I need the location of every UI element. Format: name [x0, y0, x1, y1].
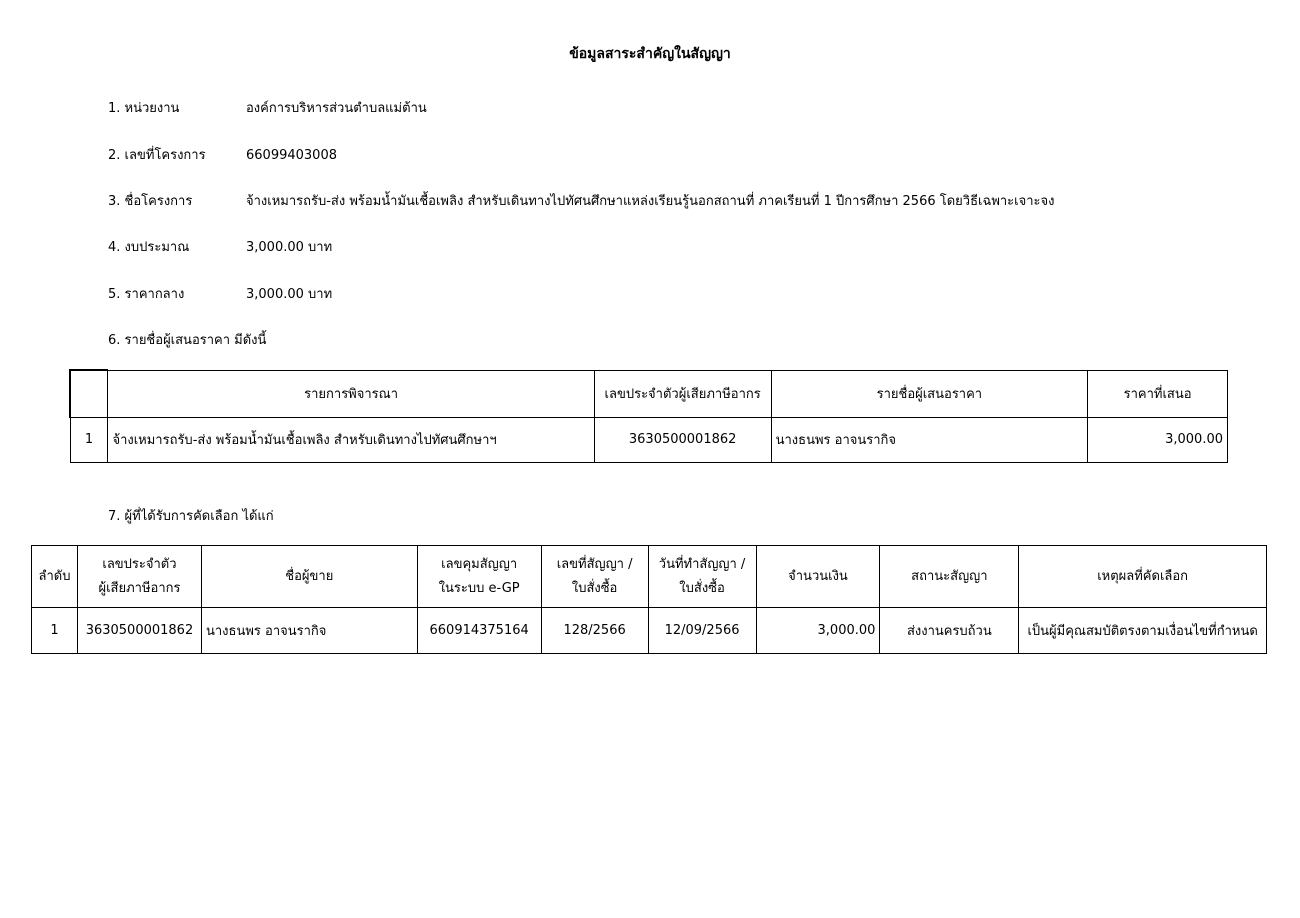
info-budget-value: 3,000.00 บาท [246, 240, 333, 255]
bidders-cell-bidder: นางธนพร อาจนรากิจ [771, 417, 1088, 462]
info-agency [108, 97, 427, 118]
table-row [70, 417, 1228, 462]
bidders-cell-taxid: 3630500001862 [594, 417, 771, 462]
selected-header-contract-no-line1: เลขที่สัญญา / [556, 556, 633, 572]
selected-header-control-line2: ในระบบ e-GP [438, 580, 520, 596]
selected-header-taxid [77, 546, 201, 608]
selected-cell-control: 660914375164 [417, 608, 541, 654]
bidders-header-taxid: เลขประจำตัวผู้เสียภาษีอากร [594, 370, 771, 417]
bidders-cell-price: 3,000.00 [1088, 417, 1228, 462]
section6-label: 6. รายชื่อผู้เสนอราคา มีดังนี้ [108, 333, 267, 348]
selected-header-reason: เหตุผลที่คัดเลือก [1019, 546, 1267, 608]
selected-cell-contract-date: 12/09/2566 [648, 608, 756, 654]
selected-cell-amount: 3,000.00 [756, 608, 880, 654]
table-row [32, 608, 1267, 654]
selected-header-taxid-line2: ผู้เสียภาษีอากร [98, 580, 181, 596]
bidders-table-header [70, 370, 1228, 417]
selected-cell-seller: นางธนพร อาจนรากิจ [201, 608, 417, 654]
selected-header-control-line1: เลขคุมสัญญา [441, 556, 518, 572]
bidders-cell-no: 1 [70, 417, 108, 462]
document-title: ข้อมูลสาระสำคัญในสัญญา [569, 46, 731, 62]
selected-header-amount: จำนวนเงิน [756, 546, 880, 608]
info-median-price-value: 3,000.00 บาท [246, 287, 333, 302]
info-project-number-label: 2. เลขที่โครงการ [108, 148, 206, 163]
info-median-price [108, 283, 332, 304]
info-median-price-label: 5. ราคากลาง [108, 287, 185, 302]
section7-label: 7. ผู้ที่ได้รับการคัดเลือก ได้แก่ [108, 509, 274, 524]
info-agency-value: องค์การบริหารส่วนตำบลแม่ต้าน [246, 101, 427, 116]
selected-header-control [417, 546, 541, 608]
info-agency-label: 1. หน่วยงาน [108, 101, 180, 116]
info-project-name-value: จ้างเหมารถรับ-ส่ง พร้อมน้ำมันเชื้อเพลิง สำหรับเดินทางไปทัศนศึกษาแหล่งเรียนรู้นอกสถานที่ ภาคเรียนที่ 1 ปีการศึกษา 2566 โดยวิธีเฉพาะเจาะจง [246, 194, 1055, 209]
info-budget [108, 236, 332, 257]
info-project-number-value: 66099403008 [246, 148, 337, 163]
selected-header-seller: ชื่อผู้ขาย [201, 546, 417, 608]
selected-header-contract-date-line2: ใบสั่งซื้อ [679, 580, 725, 596]
selected-table-header [32, 546, 1267, 608]
selected-header-contract-date-line1: วันที่ทำสัญญา / [658, 556, 746, 572]
selected-header-taxid-line1: เลขประจำตัว [102, 556, 177, 572]
selected-cell-reason: เป็นผู้มีคุณสมบัติตรงตามเงื่อนไขที่กำหนด [1019, 608, 1267, 654]
selected-cell-status: ส่งงานครบถ้วน [880, 608, 1019, 654]
info-project-number [108, 144, 337, 165]
selected-header-contract-no [541, 546, 648, 608]
selected-header-no: ลำดับ [32, 546, 78, 608]
bidders-table [69, 369, 1228, 463]
info-project-name-label: 3. ชื่อโครงการ [108, 194, 193, 209]
bidders-header-item: รายการพิจารณา [108, 370, 594, 417]
selected-cell-no: 1 [32, 608, 78, 654]
selected-cell-taxid: 3630500001862 [77, 608, 201, 654]
info-project-name [108, 190, 1054, 211]
info-budget-label: 4. งบประมาณ [108, 240, 190, 255]
selected-header-contract-date [648, 546, 756, 608]
selected-header-status: สถานะสัญญา [880, 546, 1019, 608]
bidders-header-bidder: รายชื่อผู้เสนอราคา [771, 370, 1088, 417]
bidders-header-price: ราคาที่เสนอ [1088, 370, 1228, 417]
selected-header-contract-no-line2: ใบสั่งซื้อ [571, 580, 618, 596]
selected-cell-contract-no: 128/2566 [541, 608, 648, 654]
selected-table [31, 545, 1267, 654]
bidders-cell-item: จ้างเหมารถรับ-ส่ง พร้อมน้ำมันเชื้อเพลิง สำหรับเดินทางไปทัศนศึกษาฯ [108, 417, 594, 462]
bidders-header-no [70, 370, 108, 417]
